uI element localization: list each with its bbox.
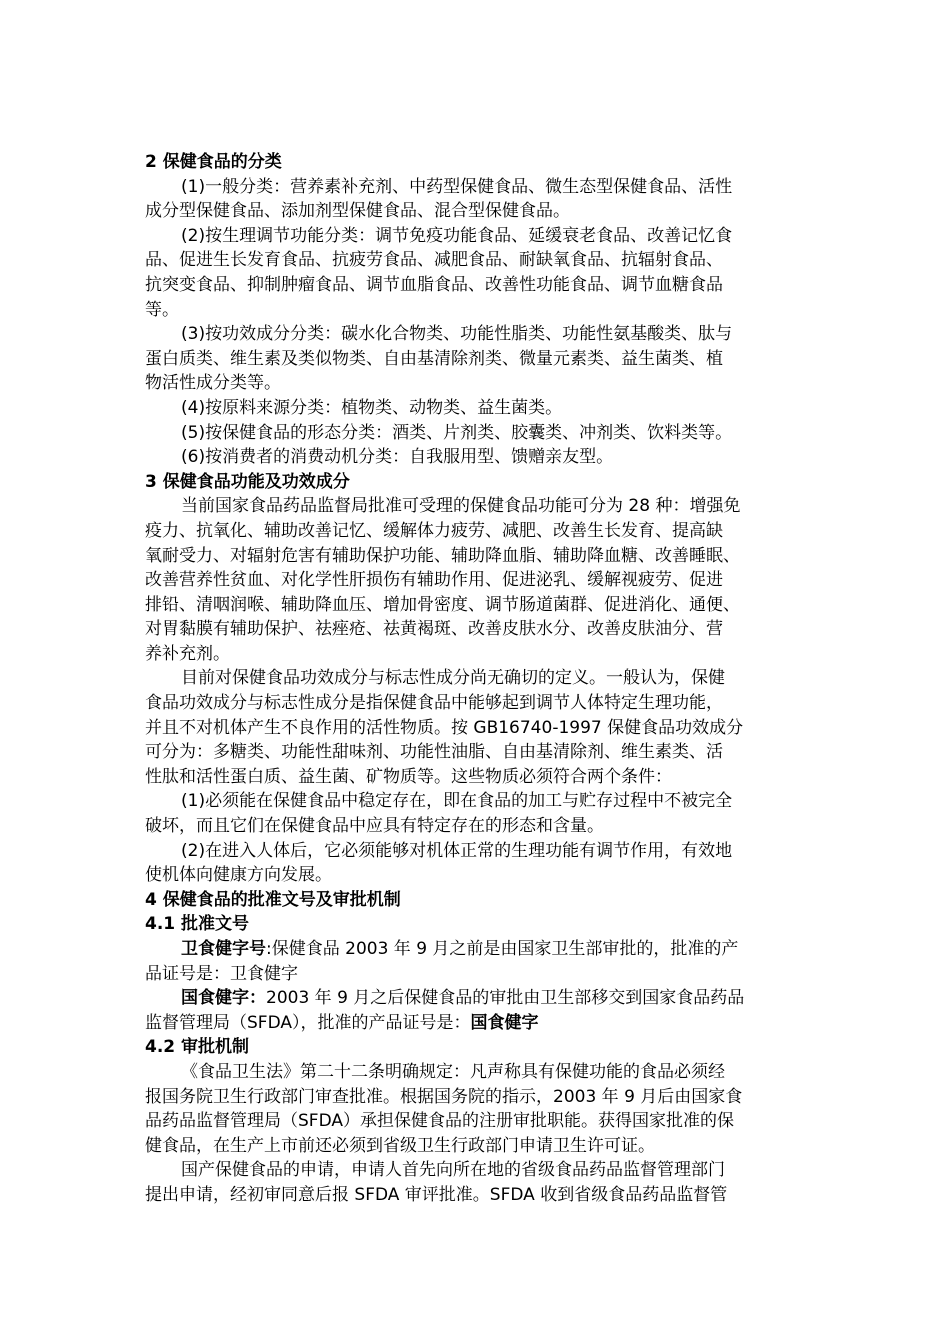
paragraph-line: 国产保健食品的申请，申请人首先向所在地的省级食品药品监督管理部门	[181, 1160, 725, 1181]
paragraph-text: 2003 年 9 月之后保健食品的审批由卫生部移交到国家食品药品	[266, 988, 745, 1009]
document-page	[145, 150, 820, 1208]
paragraph-line: 品、促进生长发育食品、抗疲劳食品、减肥食品、耐缺氧食品、抗辐射食品、	[145, 250, 723, 271]
section-4-1-heading: 4.1 批准文号	[145, 914, 250, 935]
paragraph-line: (4)按原料来源分类：植物类、动物类、益生菌类。	[181, 397, 563, 418]
paragraph-line: 并且不对机体产生不良作用的活性物质。按 GB16740-1997 保健食品功效成分	[145, 717, 744, 738]
paragraph-line: 疫力、抗氧化、辅助改善记忆、缓解体力疲劳、减肥、改善生长发育、提高缺	[145, 520, 723, 541]
paragraph-line: 健食品，在生产上市前还必须到省级卫生行政部门申请卫生许可证。	[145, 1135, 655, 1156]
paragraph-line: 成分型保健食品、添加剂型保健食品、混合型保健食品。	[145, 201, 570, 222]
paragraph-line: 《食品卫生法》第二十二条明确规定：凡声称具有保健功能的食品必须经	[181, 1061, 725, 1082]
paragraph-line: (2)在进入人体后，它必须能够对机体正常的生理功能有调节作用，有效地	[181, 840, 733, 861]
approval-label-guoshijian: 国食健字：	[181, 988, 266, 1009]
section-3-heading: 3 保健食品功能及功效成分	[145, 471, 350, 492]
paragraph-line: 目前对保健食品功效成分与标志性成分尚无确切的定义。一般认为，保健	[181, 668, 725, 689]
paragraph-line: (3)按功效成分分类：碳水化合物类、功能性脂类、功能性氨基酸类、肽与	[181, 324, 733, 345]
paragraph-line: 食品功效成分与标志性成分是指保健食品中能够起到调节人体特定生理功能，	[145, 693, 723, 714]
paragraph-line: 提出申请，经初审同意后报 SFDA 审评批准。SFDA 收到省级食品药品监督管	[145, 1184, 728, 1205]
paragraph-line	[145, 937, 820, 962]
approval-label-weishijian: 卫食健字号	[181, 939, 266, 959]
paragraph-line: (1)必须能在保健食品中稳定存在，即在食品的加工与贮存过程中不被完全	[181, 791, 733, 812]
paragraph-line: 可分为：多糖类、功能性甜味剂、功能性油脂、自由基清除剂、维生素类、活	[145, 742, 723, 763]
paragraph-line	[145, 1011, 820, 1036]
paragraph-text: :保健食品 2003 年 9 月之前是由国家卫生部审批的，批准的产	[266, 939, 739, 959]
paragraph-text: 监督管理局（SFDA），批准的产品证号是：	[145, 1012, 471, 1033]
paragraph-line: 排铅、清咽润喉、辅助降血压、增加骨密度、调节肠道菌群、促进消化、通便、	[145, 594, 740, 615]
section-4-heading: 4 保健食品的批准文号及审批机制	[145, 889, 401, 910]
paragraph-line: 等。	[145, 299, 179, 320]
paragraph-line: 抗突变食品、抑制肿瘤食品、调节血脂食品、改善性功能食品、调节血糖食品	[145, 274, 723, 295]
paragraph-line: 使机体向健康方向发展。	[145, 865, 332, 886]
paragraph-line: 报国务院卫生行政部门审查批准。根据国务院的指示，2003 年 9 月后由国家食	[145, 1086, 743, 1107]
paragraph-line: 性肽和活性蛋白质、益生菌、矿物质等。这些物质必须符合两个条件：	[145, 766, 672, 787]
paragraph-line: 品药品监督管理局（SFDA）承担保健食品的注册审批职能。获得国家批准的保	[145, 1111, 734, 1132]
paragraph-line: 氧耐受力、对辐射危害有辅助保护功能、辅助降血脂、辅助降血糖、改善睡眠、	[145, 545, 740, 566]
paragraph-line: 物活性成分类等。	[145, 373, 281, 394]
paragraph-line: (6)按消费者的消费动机分类：自我服用型、馈赠亲友型。	[181, 447, 614, 468]
paragraph-line: 当前国家食品药品监督局批准可受理的保健食品功能可分为 28 种：增强免	[181, 496, 741, 517]
paragraph-line: 蛋白质类、维生素及类似物类、自由基清除剂类、微量元素类、益生菌类、植	[145, 348, 723, 369]
paragraph-line: 品证号是：卫食健字	[145, 963, 298, 984]
paragraph-line: (2)按生理调节功能分类：调节免疫功能食品、延缓衰老食品、改善记忆食	[181, 225, 733, 246]
paragraph-line: 养补充剂。	[145, 643, 230, 664]
approval-number-guoshijian: 国食健字	[470, 1012, 539, 1033]
paragraph-line: 破坏，而且它们在保健食品中应具有特定存在的形态和含量。	[145, 816, 604, 837]
section-4-2-heading: 4.2 审批机制	[145, 1037, 250, 1058]
paragraph-line: 改善营养性贫血、对化学性肝损伤有辅助作用、促进泌乳、缓解视疲劳、促进	[145, 570, 723, 591]
paragraph-line: 对胃黏膜有辅助保护、祛痤疮、祛黄褐斑、改善皮肤水分、改善皮肤油分、营	[145, 619, 723, 640]
section-2-heading: 2 保健食品的分类	[145, 152, 282, 172]
paragraph-line	[145, 986, 820, 1011]
paragraph-line: (1)一般分类：营养素补充剂、中药型保健食品、微生态型保健食品、活性	[181, 176, 733, 197]
paragraph-line: (5)按保健食品的形态分类：酒类、片剂类、胶囊类、冲剂类、饮料类等。	[181, 422, 733, 443]
